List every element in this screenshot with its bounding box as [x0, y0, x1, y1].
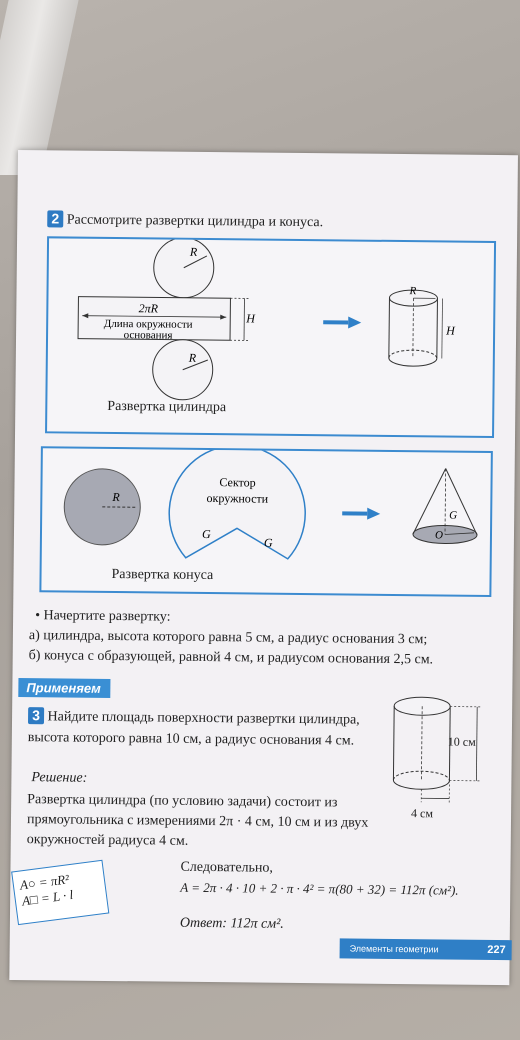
task3-height-label: 10 см — [447, 734, 476, 749]
section-label-apply: Применяем — [18, 678, 111, 698]
task3-number-badge: 3 — [28, 707, 44, 724]
task3-width-label: 4 см — [411, 806, 434, 821]
task3-statement — [28, 706, 378, 752]
sector-g-left-label: G — [201, 526, 211, 542]
solution-label: Решение: — [31, 770, 88, 786]
sector-g-right-label: G — [263, 535, 273, 550]
cone-arrow-icon — [367, 508, 380, 520]
cylinder-net-panel — [45, 236, 496, 438]
area-equation: A = 2π · 4 · 10 + 2 · π · 4² = π(80 + 32) = 112π (см²). — [180, 879, 459, 898]
task2-number-badge: 2 — [47, 210, 63, 227]
cylinder-top-base-circle — [153, 238, 214, 298]
task2-title: Рассмотрите развертки цилиндра и конуса. — [66, 212, 324, 231]
note-circle-area: A○ = πR² — [18, 871, 70, 893]
task3-text: Найдите площадь поверхности развертки цилиндра, высота которого равна 10 см, а радиус основания 4 см. — [27, 709, 360, 749]
answer-line — [180, 916, 284, 933]
top-radius-label: R — [189, 244, 198, 259]
page-bookmark-ribbon — [0, 0, 79, 175]
bottom-radius-label: R — [188, 350, 197, 365]
item-b: б) конуса с образующей, равной 4 см, и радиусом основания 2,5 см. — [28, 648, 434, 668]
footer-section-title: Элементы геометрии — [349, 943, 439, 955]
cone-solid-figure — [413, 468, 478, 544]
sector-label-line1: Сектор — [219, 475, 256, 490]
cylinder-caption: Развертка цилиндра — [107, 398, 227, 416]
cone-caption: Развертка конуса — [111, 567, 214, 584]
answer-label: Ответ: — [179, 915, 228, 932]
note-rect-area: A□ = L · l — [21, 886, 74, 909]
answer-value: 112π см². — [230, 916, 284, 932]
cone-net-panel — [39, 446, 493, 597]
cone-solid-g-label: G — [449, 509, 458, 522]
cone-solid-o-label: O — [434, 529, 444, 542]
textbook-page — [9, 150, 518, 985]
solid-height-label: H — [446, 323, 455, 338]
task3-cylinder-figure — [383, 690, 504, 831]
rect-label-line1: Длина окружности — [103, 317, 193, 331]
item-a: а) цилиндра, высота которого равна 5 см, а радиус основания 3 см; — [28, 628, 428, 648]
solid-radius-label: R — [409, 285, 417, 298]
therefore-text: Следовательно, — [180, 859, 274, 876]
bullet-text: Начертите развертку: — [43, 608, 171, 625]
sector-label-line2: окружности — [206, 490, 269, 506]
rect-label-line2: основания — [123, 329, 173, 342]
cone-base-radius-label: R — [112, 490, 120, 505]
cone-net-diagram — [41, 448, 490, 595]
drawing-instruction: • Начертите развертку: — [35, 608, 171, 625]
rect-formula-label: 2πR — [138, 301, 159, 316]
page-footer — [340, 938, 512, 960]
page-number: 227 — [487, 943, 506, 957]
cylinder-arrow-icon — [348, 316, 361, 328]
cylinder-solid-figure — [389, 290, 443, 367]
solution-text: Развертка цилиндра (по условию задачи) состоит из прямоугольника с измерениями 2π · 4 см, 10 см и из двух окружностей радиуса 4 см. — [26, 792, 369, 849]
task2-header — [47, 210, 323, 231]
height-label: H — [246, 311, 255, 326]
formula-note-card — [11, 860, 109, 925]
